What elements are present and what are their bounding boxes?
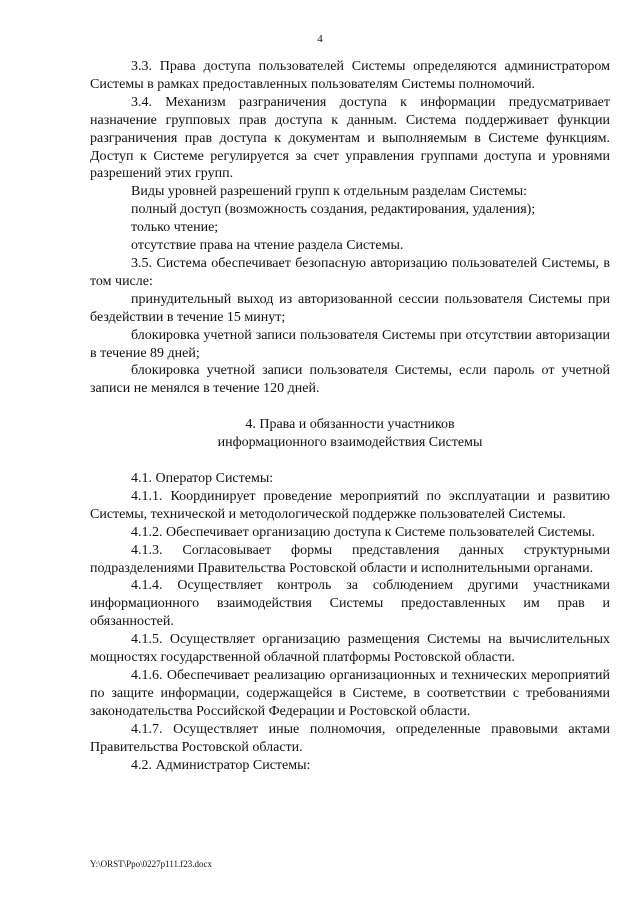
paragraph-4-1: 4.1. Оператор Системы:: [131, 471, 274, 487]
permission-level-read: только чтение;: [131, 220, 219, 236]
permission-level-full: полный доступ (возможность создания, редактирования, удаления);: [131, 202, 536, 218]
auth-rule-logout: принудительный выход из авторизованной сессии пользователя Системы при бездействии в течение 15 минут;: [90, 291, 610, 325]
permission-level-none: отсутствие права на чтение раздела Системы.: [131, 238, 404, 254]
auth-rule-block-password: блокировка учетной записи пользователя Системы, если пароль от учетной записи не менялся в течение 120 дней.: [90, 363, 610, 397]
paragraph-4-1-3: 4.1.3. Согласовывает формы представления данных структурными подразделениями Правительства Ростовской области и исполнительными органами.: [90, 542, 610, 576]
document-body: [90, 58, 610, 774]
paragraph-3-5: 3.5. Система обеспечивает безопасную авторизацию пользователей Системы, в том числе:: [90, 255, 610, 289]
section-title-line-2: информационного взаимодействия Системы: [217, 435, 483, 451]
paragraph-4-1-1: 4.1.1. Координирует проведение мероприятий по эксплуатации и развитию Системы, технической и методологической поддержке пользователей Системы.: [90, 488, 610, 522]
file-path-footer: Y:\ORST\Ppo\0227p111.f23.docx: [90, 859, 213, 869]
auth-rule-block-inactive: блокировка учетной записи пользователя Системы при отсутствии авторизации в течение 89 дней;: [90, 327, 610, 361]
paragraph-4-1-2: 4.1.2. Обеспечивает организацию доступа к Системе пользователей Системы.: [131, 524, 595, 540]
page-number: 4: [317, 33, 323, 45]
paragraph-4-2: 4.2. Администратор Системы:: [131, 757, 311, 773]
paragraph-4-1-7: 4.1.7. Осуществляет иные полномочия, определенные правовыми актами Правительства Ростовской области.: [90, 721, 610, 755]
permission-levels-intro: Виды уровней разрешений групп к отдельным разделам Системы:: [131, 184, 528, 200]
paragraph-3-3: 3.3. Права доступа пользователей Системы определяются администратором Системы в рамках предоставленных пользователям Системы полномочий.: [90, 59, 610, 92]
paragraph-4-1-6: 4.1.6. Обеспечивает реализацию организационных и технических мероприятий по защите информации, содержащейся в Системе, в соответствии с требованиями законодательства Российской Федерации и Ростовской области.: [90, 668, 610, 719]
paragraph-4-1-4: 4.1.4. Осуществляет контроль за соблюдением другими участниками информационного взаимодействия Системы предоставленных им прав и обязанностей.: [90, 578, 610, 630]
paragraph-4-1-5: 4.1.5. Осуществляет организацию размещения Системы на вычислительных мощностях государственной облачной платформы Ростовской области.: [90, 632, 610, 666]
section-title-line-1: 4. Права и обязанности участников: [245, 417, 455, 433]
paragraph-3-4: 3.4. Механизм разграничения доступа к информации предусматривает назначение групповых прав доступа к данным. Система поддерживает функции разграничения прав доступа к документам и выполняемым в Системе функциям. Доступ к Системе регулируется за счет управления группами доступа и уровнями разрешений этих групп.: [90, 94, 610, 182]
